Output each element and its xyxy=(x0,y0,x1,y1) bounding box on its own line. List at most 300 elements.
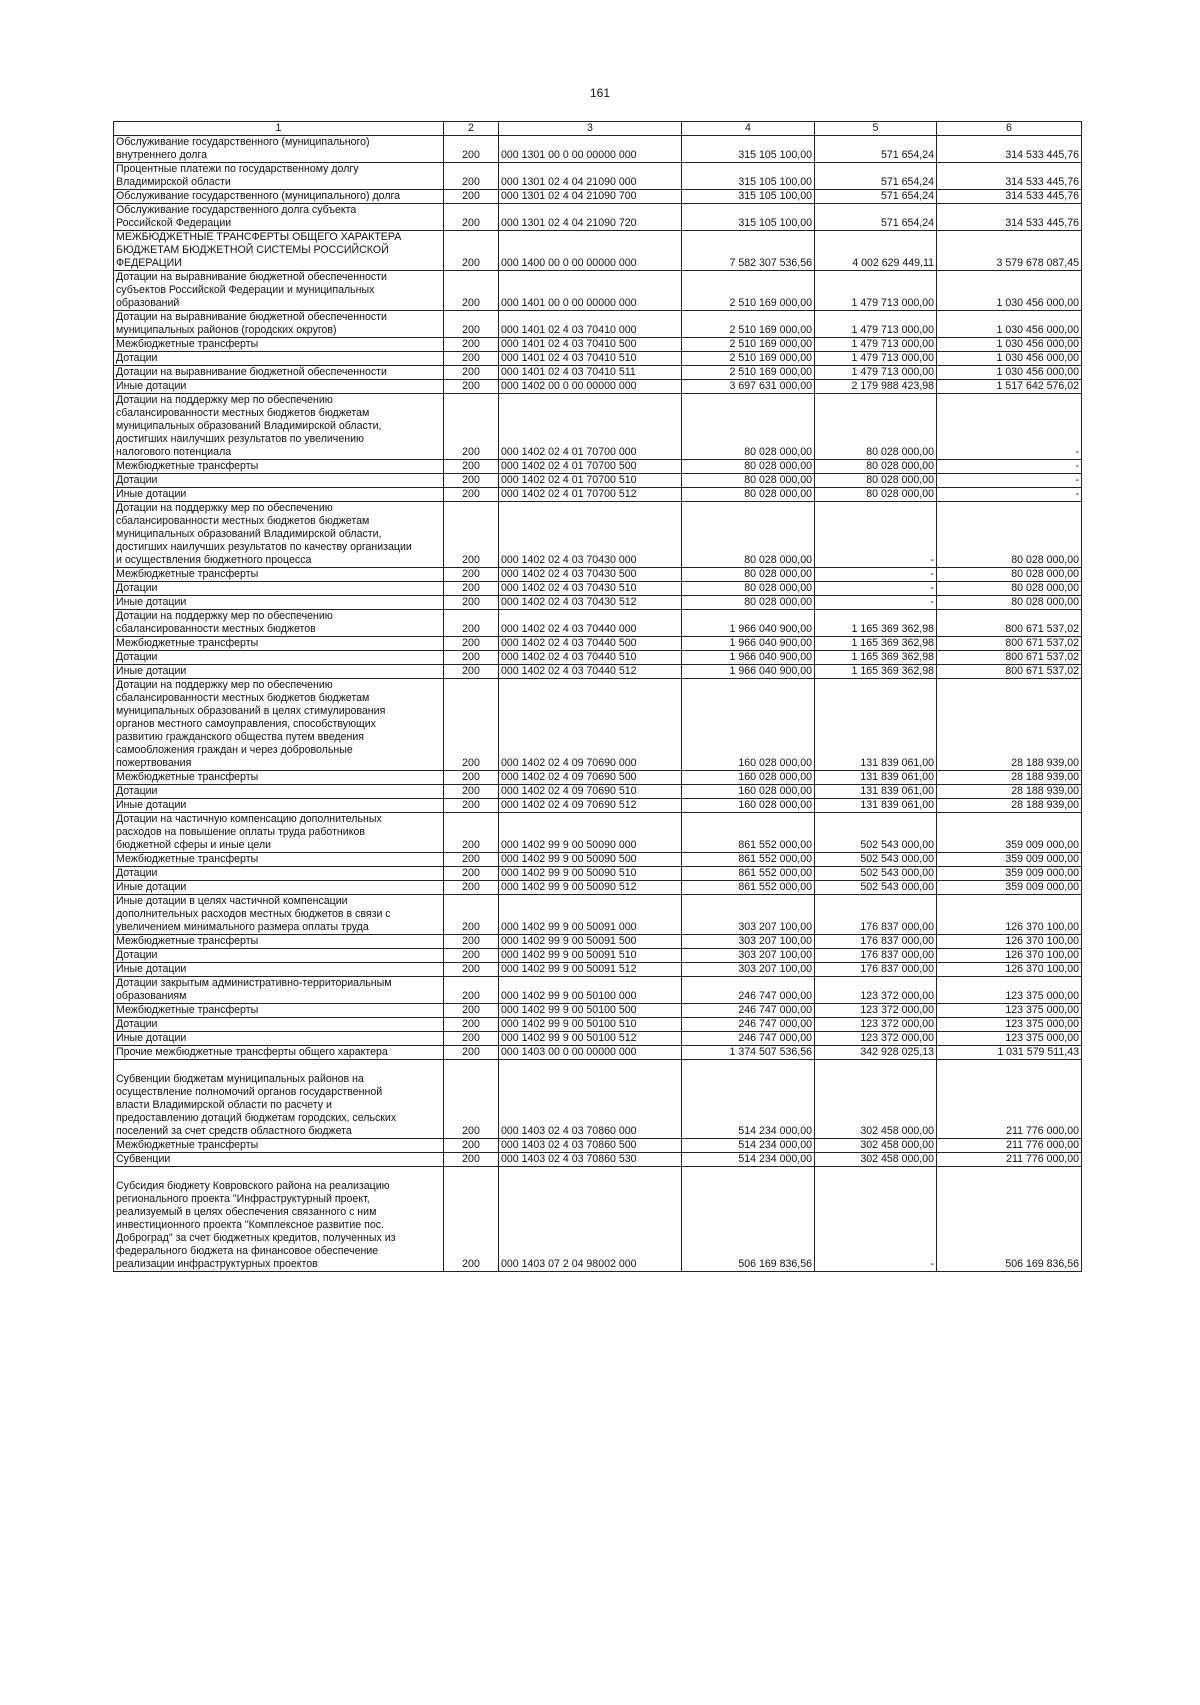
row-value-col4: 2 510 169 000,00 xyxy=(682,311,815,338)
row-value-col6: 28 188 939,00 xyxy=(937,679,1082,771)
row-value-col5: 4 002 629 449,11 xyxy=(815,231,937,271)
table-row xyxy=(114,271,1082,311)
row-value-col5: 123 372 000,00 xyxy=(815,977,937,1004)
table-row xyxy=(114,799,1082,813)
row-value-col5: 1 479 713 000,00 xyxy=(815,271,937,311)
table-row xyxy=(114,1167,1082,1272)
row-kbk-cell: 000 1301 00 0 00 00000 000 xyxy=(499,136,682,163)
row-name-cell: Межбюджетные трансферты xyxy=(114,1139,444,1153)
row-kbk-cell: 000 1402 02 4 01 70700 000 xyxy=(499,394,682,460)
row-kbk-cell: 000 1402 02 4 01 70700 500 xyxy=(499,460,682,474)
row-code-cell: 200 xyxy=(444,637,499,651)
row-value-col5: 1 165 369 362,98 xyxy=(815,651,937,665)
row-value-col4: 246 747 000,00 xyxy=(682,977,815,1004)
row-value-col6: 314 533 445,76 xyxy=(937,190,1082,204)
row-value-col6: 3 579 678 087,45 xyxy=(937,231,1082,271)
table-row xyxy=(114,474,1082,488)
row-name-cell: Дотации xyxy=(114,867,444,881)
row-name-cell: Межбюджетные трансферты xyxy=(114,568,444,582)
row-name-cell: Межбюджетные трансферты xyxy=(114,853,444,867)
row-value-col5: - xyxy=(815,1167,937,1272)
row-kbk-cell: 000 1402 02 4 09 70690 500 xyxy=(499,771,682,785)
row-value-col6: 506 169 836,56 xyxy=(937,1167,1082,1272)
row-value-col5: 1 479 713 000,00 xyxy=(815,338,937,352)
row-code-cell: 200 xyxy=(444,949,499,963)
column-header: 2 xyxy=(444,122,499,136)
row-value-col5: 502 543 000,00 xyxy=(815,867,937,881)
table-row xyxy=(114,1032,1082,1046)
row-value-col5: - xyxy=(815,582,937,596)
table-row xyxy=(114,163,1082,190)
row-name-cell: Дотации xyxy=(114,474,444,488)
row-kbk-cell: 000 1402 99 9 00 50091 500 xyxy=(499,935,682,949)
row-kbk-cell: 000 1401 02 4 03 70410 511 xyxy=(499,366,682,380)
row-value-col5: - xyxy=(815,568,937,582)
row-code-cell: 200 xyxy=(444,963,499,977)
row-kbk-cell: 000 1402 00 0 00 00000 000 xyxy=(499,380,682,394)
row-code-cell: 200 xyxy=(444,1139,499,1153)
table-row xyxy=(114,813,1082,853)
row-code-cell: 200 xyxy=(444,867,499,881)
row-kbk-cell: 000 1401 02 4 03 70410 500 xyxy=(499,338,682,352)
row-value-col6: 123 375 000,00 xyxy=(937,1032,1082,1046)
table-row xyxy=(114,231,1082,271)
table-row xyxy=(114,190,1082,204)
row-name-cell: Дотации на поддержку мер по обеспечению сбалансированности местных бюджетов xyxy=(114,610,444,637)
row-kbk-cell: 000 1402 02 4 01 70700 510 xyxy=(499,474,682,488)
row-value-col4: 80 028 000,00 xyxy=(682,582,815,596)
row-value-col4: 303 207 100,00 xyxy=(682,949,815,963)
row-value-col6: 359 009 000,00 xyxy=(937,867,1082,881)
row-value-col5: 131 839 061,00 xyxy=(815,785,937,799)
row-code-cell: 200 xyxy=(444,488,499,502)
row-value-col5: 80 028 000,00 xyxy=(815,474,937,488)
table-row xyxy=(114,785,1082,799)
row-value-col4: 861 552 000,00 xyxy=(682,881,815,895)
table-row xyxy=(114,651,1082,665)
row-value-col5: 502 543 000,00 xyxy=(815,813,937,853)
row-value-col4: 506 169 836,56 xyxy=(682,1167,815,1272)
row-value-col6: 126 370 100,00 xyxy=(937,949,1082,963)
row-kbk-cell: 000 1402 02 4 09 70690 510 xyxy=(499,785,682,799)
row-code-cell: 200 xyxy=(444,1032,499,1046)
table-row xyxy=(114,380,1082,394)
row-value-col6: 126 370 100,00 xyxy=(937,935,1082,949)
row-value-col6: 314 533 445,76 xyxy=(937,204,1082,231)
table-row xyxy=(114,637,1082,651)
row-value-col6: 123 375 000,00 xyxy=(937,1004,1082,1018)
row-name-cell: Дотации на поддержку мер по обеспечению сбалансированности местных бюджетов бюджетам муниципальных образований в целях стимулирования органов местного самоуправления, способствующих развитию гражданского общества путем введения самообложения граждан и через добровольные пожертвования xyxy=(114,679,444,771)
row-value-col5: 571 654,24 xyxy=(815,190,937,204)
row-value-col6: 359 009 000,00 xyxy=(937,881,1082,895)
row-code-cell: 200 xyxy=(444,799,499,813)
row-value-col6: 1 030 456 000,00 xyxy=(937,366,1082,380)
row-value-col4: 861 552 000,00 xyxy=(682,853,815,867)
row-name-cell: Обслуживание государственного долга субъекта Российской Федерации xyxy=(114,204,444,231)
row-name-cell: Межбюджетные трансферты xyxy=(114,338,444,352)
table-row xyxy=(114,771,1082,785)
row-value-col6: - xyxy=(937,460,1082,474)
row-kbk-cell: 000 1403 02 4 03 70860 500 xyxy=(499,1139,682,1153)
row-value-col6: 80 028 000,00 xyxy=(937,502,1082,568)
table-row xyxy=(114,311,1082,338)
table-row xyxy=(114,1018,1082,1032)
table-row xyxy=(114,204,1082,231)
row-kbk-cell: 000 1402 99 9 00 50091 000 xyxy=(499,895,682,935)
row-value-col5: 176 837 000,00 xyxy=(815,895,937,935)
row-name-cell: Дотации xyxy=(114,651,444,665)
row-code-cell: 200 xyxy=(444,610,499,637)
row-name-cell: Межбюджетные трансферты xyxy=(114,460,444,474)
row-name-cell: Дотации xyxy=(114,1018,444,1032)
row-kbk-cell: 000 1402 99 9 00 50100 510 xyxy=(499,1018,682,1032)
row-value-col6: 1 031 579 511,43 xyxy=(937,1046,1082,1060)
row-kbk-cell: 000 1402 99 9 00 50100 000 xyxy=(499,977,682,1004)
row-code-cell: 200 xyxy=(444,1004,499,1018)
row-code-cell: 200 xyxy=(444,1060,499,1139)
row-value-col4: 80 028 000,00 xyxy=(682,488,815,502)
row-value-col4: 1 966 040 900,00 xyxy=(682,637,815,651)
row-name-cell: Иные дотации xyxy=(114,881,444,895)
row-value-col6: 1 517 642 576,02 xyxy=(937,380,1082,394)
row-value-col5: 1 165 369 362,98 xyxy=(815,665,937,679)
row-name-cell: Иные дотации xyxy=(114,488,444,502)
row-code-cell: 200 xyxy=(444,651,499,665)
row-value-col5: 302 458 000,00 xyxy=(815,1139,937,1153)
row-kbk-cell: 000 1400 00 0 00 00000 000 xyxy=(499,231,682,271)
row-value-col5: 571 654,24 xyxy=(815,163,937,190)
row-kbk-cell: 000 1301 02 4 04 21090 720 xyxy=(499,204,682,231)
row-value-col6: 314 533 445,76 xyxy=(937,136,1082,163)
row-value-col4: 3 697 631 000,00 xyxy=(682,380,815,394)
row-name-cell: Процентные платежи по государственному долгу Владимирской области xyxy=(114,163,444,190)
row-value-col6: 359 009 000,00 xyxy=(937,813,1082,853)
row-value-col6: 126 370 100,00 xyxy=(937,963,1082,977)
row-value-col5: 176 837 000,00 xyxy=(815,963,937,977)
table-row xyxy=(114,502,1082,568)
table-row xyxy=(114,582,1082,596)
row-value-col4: 303 207 100,00 xyxy=(682,895,815,935)
table-row xyxy=(114,1153,1082,1167)
row-value-col6: 80 028 000,00 xyxy=(937,568,1082,582)
row-value-col4: 7 582 307 536,56 xyxy=(682,231,815,271)
budget-table xyxy=(113,121,1082,1272)
column-header: 5 xyxy=(815,122,937,136)
row-value-col4: 315 105 100,00 xyxy=(682,190,815,204)
row-value-col4: 315 105 100,00 xyxy=(682,163,815,190)
table-row xyxy=(114,949,1082,963)
table-row xyxy=(114,1004,1082,1018)
table-row xyxy=(114,596,1082,610)
table-row xyxy=(114,394,1082,460)
row-name-cell: МЕЖБЮДЖЕТНЫЕ ТРАНСФЕРТЫ ОБЩЕГО ХАРАКТЕРА БЮДЖЕТАМ БЮДЖЕТНОЙ СИСТЕМЫ РОССИЙСКОЙ ФЕДЕРАЦИИ xyxy=(114,231,444,271)
row-kbk-cell: 000 1403 07 2 04 98002 000 xyxy=(499,1167,682,1272)
row-value-col5: 176 837 000,00 xyxy=(815,935,937,949)
table-row xyxy=(114,338,1082,352)
row-kbk-cell: 000 1403 00 0 00 00000 000 xyxy=(499,1046,682,1060)
row-name-cell: Дотации xyxy=(114,949,444,963)
row-kbk-cell: 000 1402 99 9 00 50091 510 xyxy=(499,949,682,963)
row-value-col6: 1 030 456 000,00 xyxy=(937,271,1082,311)
row-value-col6: - xyxy=(937,488,1082,502)
row-value-col4: 1 966 040 900,00 xyxy=(682,665,815,679)
row-value-col6: 1 030 456 000,00 xyxy=(937,352,1082,366)
row-value-col5: 80 028 000,00 xyxy=(815,460,937,474)
row-code-cell: 200 xyxy=(444,474,499,488)
row-kbk-cell: 000 1402 02 4 09 70690 000 xyxy=(499,679,682,771)
table-row xyxy=(114,460,1082,474)
row-kbk-cell: 000 1401 02 4 03 70410 000 xyxy=(499,311,682,338)
row-value-col5: 502 543 000,00 xyxy=(815,881,937,895)
row-value-col5: 1 165 369 362,98 xyxy=(815,610,937,637)
row-value-col6: 80 028 000,00 xyxy=(937,596,1082,610)
row-value-col6: - xyxy=(937,474,1082,488)
table-row xyxy=(114,1046,1082,1060)
row-value-col6: 28 188 939,00 xyxy=(937,785,1082,799)
row-value-col5: 571 654,24 xyxy=(815,204,937,231)
table-row xyxy=(114,679,1082,771)
column-header: 4 xyxy=(682,122,815,136)
row-value-col6: 1 030 456 000,00 xyxy=(937,338,1082,352)
row-value-col5: 302 458 000,00 xyxy=(815,1153,937,1167)
row-kbk-cell: 000 1402 99 9 00 50091 512 xyxy=(499,963,682,977)
row-value-col4: 2 510 169 000,00 xyxy=(682,271,815,311)
row-kbk-cell: 000 1402 02 4 03 70440 000 xyxy=(499,610,682,637)
row-code-cell: 200 xyxy=(444,190,499,204)
row-value-col6: 211 776 000,00 xyxy=(937,1153,1082,1167)
row-kbk-cell: 000 1402 02 4 03 70430 500 xyxy=(499,568,682,582)
row-kbk-cell: 000 1402 02 4 09 70690 512 xyxy=(499,799,682,813)
row-code-cell: 200 xyxy=(444,582,499,596)
table-row xyxy=(114,977,1082,1004)
row-code-cell: 200 xyxy=(444,977,499,1004)
row-code-cell: 200 xyxy=(444,136,499,163)
row-code-cell: 200 xyxy=(444,785,499,799)
row-name-cell: Межбюджетные трансферты xyxy=(114,637,444,651)
row-name-cell: Иные дотации xyxy=(114,596,444,610)
row-value-col4: 861 552 000,00 xyxy=(682,813,815,853)
row-value-col5: 571 654,24 xyxy=(815,136,937,163)
row-code-cell: 200 xyxy=(444,813,499,853)
row-value-col6: 800 671 537,02 xyxy=(937,651,1082,665)
row-name-cell: Обслуживание государственного (муниципального) внутреннего долга xyxy=(114,136,444,163)
row-value-col4: 2 510 169 000,00 xyxy=(682,366,815,380)
row-name-cell: Дотации закрытым административно-территориальным образованиям xyxy=(114,977,444,1004)
row-value-col4: 80 028 000,00 xyxy=(682,596,815,610)
row-value-col5: 131 839 061,00 xyxy=(815,679,937,771)
row-code-cell: 200 xyxy=(444,366,499,380)
row-kbk-cell: 000 1402 02 4 03 70440 510 xyxy=(499,651,682,665)
column-header: 1 xyxy=(114,122,444,136)
row-value-col4: 160 028 000,00 xyxy=(682,785,815,799)
row-code-cell: 200 xyxy=(444,1153,499,1167)
table-row xyxy=(114,488,1082,502)
row-code-cell: 200 xyxy=(444,568,499,582)
row-value-col4: 2 510 169 000,00 xyxy=(682,352,815,366)
row-value-col6: 28 188 939,00 xyxy=(937,771,1082,785)
row-value-col4: 80 028 000,00 xyxy=(682,568,815,582)
row-code-cell: 200 xyxy=(444,460,499,474)
row-value-col4: 80 028 000,00 xyxy=(682,502,815,568)
row-code-cell: 200 xyxy=(444,665,499,679)
row-value-col5: 123 372 000,00 xyxy=(815,1004,937,1018)
row-code-cell: 200 xyxy=(444,204,499,231)
row-code-cell: 200 xyxy=(444,853,499,867)
table-header-row xyxy=(114,122,1082,136)
row-name-cell: Межбюджетные трансферты xyxy=(114,1004,444,1018)
table-row xyxy=(114,867,1082,881)
row-value-col5: 80 028 000,00 xyxy=(815,394,937,460)
row-kbk-cell: 000 1402 99 9 00 50090 000 xyxy=(499,813,682,853)
row-value-col5: 123 372 000,00 xyxy=(815,1018,937,1032)
row-value-col4: 1 966 040 900,00 xyxy=(682,610,815,637)
row-value-col4: 246 747 000,00 xyxy=(682,1004,815,1018)
row-code-cell: 200 xyxy=(444,596,499,610)
row-code-cell: 200 xyxy=(444,163,499,190)
row-value-col4: 80 028 000,00 xyxy=(682,460,815,474)
row-code-cell: 200 xyxy=(444,338,499,352)
table-row xyxy=(114,665,1082,679)
row-kbk-cell: 000 1402 99 9 00 50090 510 xyxy=(499,867,682,881)
row-code-cell: 200 xyxy=(444,1018,499,1032)
row-value-col6: 28 188 939,00 xyxy=(937,799,1082,813)
row-name-cell: Дотации xyxy=(114,582,444,596)
row-value-col6: 359 009 000,00 xyxy=(937,853,1082,867)
row-code-cell: 200 xyxy=(444,394,499,460)
row-code-cell: 200 xyxy=(444,881,499,895)
row-value-col6: 123 375 000,00 xyxy=(937,1018,1082,1032)
row-value-col4: 246 747 000,00 xyxy=(682,1018,815,1032)
row-code-cell: 200 xyxy=(444,352,499,366)
row-value-col6: 800 671 537,02 xyxy=(937,637,1082,651)
row-value-col5: 80 028 000,00 xyxy=(815,488,937,502)
row-value-col5: 176 837 000,00 xyxy=(815,949,937,963)
row-code-cell: 200 xyxy=(444,771,499,785)
row-kbk-cell: 000 1403 02 4 03 70860 000 xyxy=(499,1060,682,1139)
row-value-col4: 80 028 000,00 xyxy=(682,394,815,460)
row-code-cell: 200 xyxy=(444,271,499,311)
row-name-cell: Субвенции xyxy=(114,1153,444,1167)
row-value-col4: 246 747 000,00 xyxy=(682,1032,815,1046)
row-name-cell: Межбюджетные трансферты xyxy=(114,935,444,949)
row-name-cell: Межбюджетные трансферты xyxy=(114,771,444,785)
row-name-cell: Дотации на выравнивание бюджетной обеспеченности субъектов Российской Федерации и муниципальных образований xyxy=(114,271,444,311)
row-code-cell: 200 xyxy=(444,311,499,338)
row-value-col5: 131 839 061,00 xyxy=(815,799,937,813)
row-name-cell: Субсидия бюджету Ковровского района на реализацию регионального проекта "Инфраструктурный проект, реализуемый в целях обеспечения связанного с ним инвестиционного проекта "Комплексное развитие пос. Доброград" за счет бюджетных кредитов, полученных из федерального бюджета на финансовое обеспечение реализации инфраструктурных проектов xyxy=(114,1167,444,1272)
table-row xyxy=(114,881,1082,895)
row-kbk-cell: 000 1301 02 4 04 21090 700 xyxy=(499,190,682,204)
row-value-col4: 160 028 000,00 xyxy=(682,679,815,771)
table-row xyxy=(114,853,1082,867)
row-value-col6: 800 671 537,02 xyxy=(937,610,1082,637)
row-kbk-cell: 000 1402 99 9 00 50100 512 xyxy=(499,1032,682,1046)
row-name-cell: Дотации xyxy=(114,785,444,799)
row-name-cell: Иные дотации xyxy=(114,799,444,813)
row-value-col4: 1 374 507 536,56 xyxy=(682,1046,815,1060)
row-value-col5: 342 928 025,13 xyxy=(815,1046,937,1060)
row-value-col4: 315 105 100,00 xyxy=(682,204,815,231)
table-row xyxy=(114,136,1082,163)
row-code-cell: 200 xyxy=(444,1046,499,1060)
row-value-col5: 1 479 713 000,00 xyxy=(815,311,937,338)
row-value-col5: 1 165 369 362,98 xyxy=(815,637,937,651)
row-value-col6: 80 028 000,00 xyxy=(937,582,1082,596)
row-name-cell: Иные дотации в целях частичной компенсации дополнительных расходов местных бюджетов в связи с увеличением минимального размера оплаты труда xyxy=(114,895,444,935)
row-value-col5: 502 543 000,00 xyxy=(815,853,937,867)
row-name-cell: Дотации на выравнивание бюджетной обеспеченности муниципальных районов (городских округов) xyxy=(114,311,444,338)
row-value-col6: 123 375 000,00 xyxy=(937,977,1082,1004)
page-number: 161 xyxy=(589,86,611,100)
row-kbk-cell: 000 1401 02 4 03 70410 510 xyxy=(499,352,682,366)
row-code-cell: 200 xyxy=(444,895,499,935)
table-row xyxy=(114,1139,1082,1153)
row-kbk-cell: 000 1402 99 9 00 50100 500 xyxy=(499,1004,682,1018)
row-value-col6: 211 776 000,00 xyxy=(937,1139,1082,1153)
row-value-col4: 514 234 000,00 xyxy=(682,1060,815,1139)
row-code-cell: 200 xyxy=(444,380,499,394)
row-code-cell: 200 xyxy=(444,231,499,271)
row-name-cell: Прочие межбюджетные трансферты общего характера xyxy=(114,1046,444,1060)
row-value-col4: 315 105 100,00 xyxy=(682,136,815,163)
row-name-cell: Дотации на выравнивание бюджетной обеспеченности xyxy=(114,366,444,380)
column-header: 6 xyxy=(937,122,1082,136)
row-code-cell: 200 xyxy=(444,502,499,568)
row-value-col6: - xyxy=(937,394,1082,460)
row-value-col4: 514 234 000,00 xyxy=(682,1139,815,1153)
row-value-col4: 2 510 169 000,00 xyxy=(682,338,815,352)
row-kbk-cell: 000 1402 02 4 03 70430 512 xyxy=(499,596,682,610)
row-value-col6: 126 370 100,00 xyxy=(937,895,1082,935)
row-kbk-cell: 000 1402 02 4 03 70440 500 xyxy=(499,637,682,651)
row-kbk-cell: 000 1403 02 4 03 70860 530 xyxy=(499,1153,682,1167)
row-name-cell: Дотации на поддержку мер по обеспечению сбалансированности местных бюджетов бюджетам муниципальных образований Владимирской области, достигших наилучших результатов по увеличению налогового потенциала xyxy=(114,394,444,460)
row-name-cell: Дотации на поддержку мер по обеспечению сбалансированности местных бюджетов бюджетам муниципальных образований Владимирской области, достигших наилучших результатов по качеству организации и осуществления бюджетного процесса xyxy=(114,502,444,568)
table-row xyxy=(114,935,1082,949)
row-value-col5: 131 839 061,00 xyxy=(815,771,937,785)
row-name-cell: Дотации на частичную компенсацию дополнительных расходов на повышение оплаты труда работников бюджетной сферы и иные цели xyxy=(114,813,444,853)
table-row xyxy=(114,568,1082,582)
row-value-col5: - xyxy=(815,502,937,568)
row-kbk-cell: 000 1402 02 4 03 70430 510 xyxy=(499,582,682,596)
row-value-col6: 211 776 000,00 xyxy=(937,1060,1082,1139)
row-name-cell: Иные дотации xyxy=(114,665,444,679)
row-value-col4: 1 966 040 900,00 xyxy=(682,651,815,665)
table-row xyxy=(114,366,1082,380)
row-value-col4: 861 552 000,00 xyxy=(682,867,815,881)
row-name-cell: Иные дотации xyxy=(114,963,444,977)
table-row xyxy=(114,963,1082,977)
row-kbk-cell: 000 1402 99 9 00 50090 500 xyxy=(499,853,682,867)
row-code-cell: 200 xyxy=(444,1167,499,1272)
row-value-col4: 303 207 100,00 xyxy=(682,935,815,949)
table-row xyxy=(114,1060,1082,1139)
row-value-col4: 303 207 100,00 xyxy=(682,963,815,977)
row-kbk-cell: 000 1401 00 0 00 00000 000 xyxy=(499,271,682,311)
row-value-col5: 2 179 988 423,98 xyxy=(815,380,937,394)
row-name-cell: Обслуживание государственного (муниципального) долга xyxy=(114,190,444,204)
table-row xyxy=(114,895,1082,935)
row-kbk-cell: 000 1402 02 4 03 70440 512 xyxy=(499,665,682,679)
row-value-col4: 160 028 000,00 xyxy=(682,799,815,813)
row-code-cell: 200 xyxy=(444,679,499,771)
table-row xyxy=(114,352,1082,366)
row-value-col5: 1 479 713 000,00 xyxy=(815,366,937,380)
table-row xyxy=(114,610,1082,637)
row-value-col5: 302 458 000,00 xyxy=(815,1060,937,1139)
row-name-cell: Иные дотации xyxy=(114,380,444,394)
row-value-col5: 1 479 713 000,00 xyxy=(815,352,937,366)
